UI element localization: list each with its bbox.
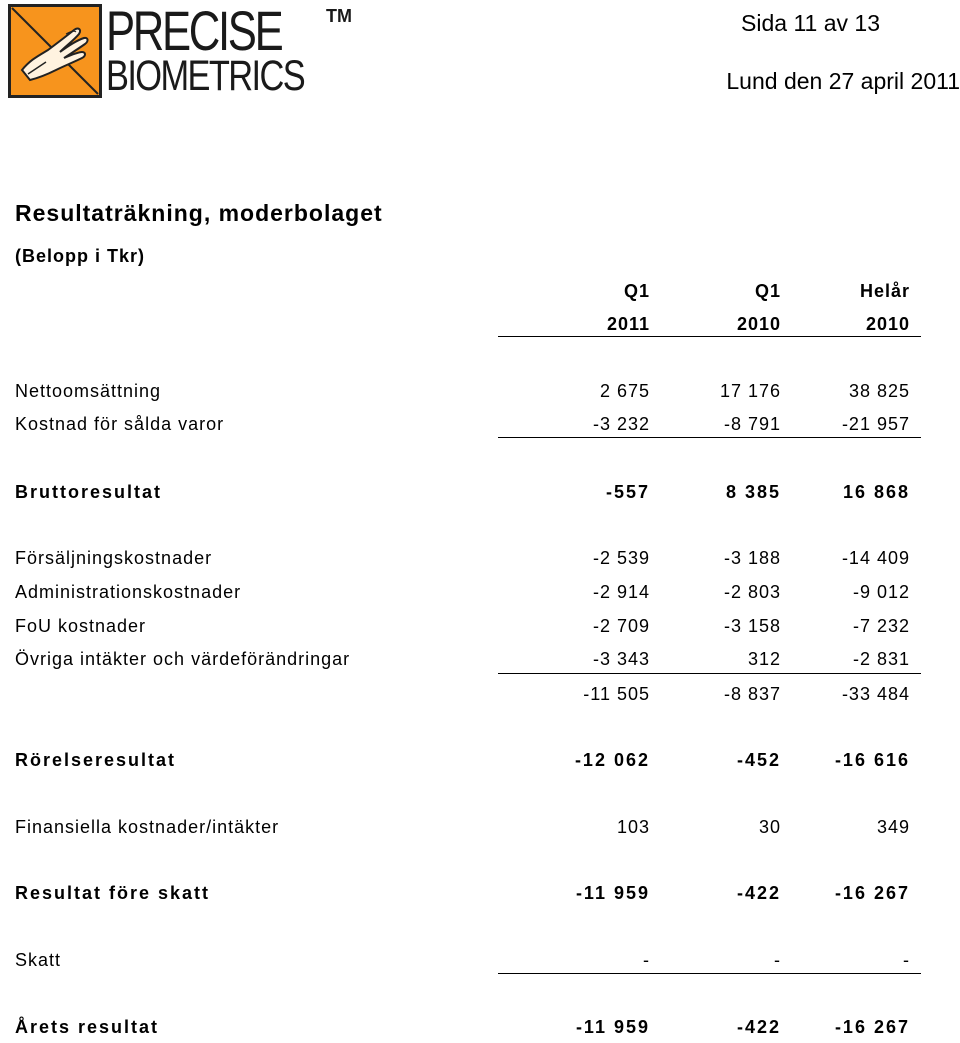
fingerprint-hand-logo-icon [8,4,102,98]
column-header-year: 2010 [736,314,781,334]
value-q1-2010: 312 [747,649,781,669]
value-full-year-2010: -14 409 [841,548,910,568]
table-row [0,381,960,407]
subtotal-rule [498,973,921,974]
value-q1-2011: -11 505 [583,684,650,704]
value-q1-2011: - [643,950,650,970]
subtotal-rule [498,437,921,438]
value-q1-2010: -422 [736,883,781,903]
value-q1-2010: 17 176 [719,381,781,401]
row-label: Årets resultat [15,1017,160,1037]
value-q1-2011: -11 959 [575,883,650,903]
value-q1-2011: -12 062 [574,750,650,770]
row-label: Administrationskostnader [15,582,242,602]
value-q1-2010: -3 158 [723,616,781,636]
table-row [0,582,960,608]
value-q1-2010: -3 188 [723,548,781,568]
row-label: Nettoomsättning [15,381,162,401]
logo-wordmark-precise: PRECISE [106,0,282,62]
column-header-period: Q1 [623,281,650,301]
column-header-period: Helår [859,281,910,301]
table-row [0,817,960,843]
logo-wordmark-biometrics: BIOMETRICS [106,52,305,100]
value-q1-2011: 2 675 [599,381,650,401]
table-row [0,649,960,675]
value-full-year-2010: -21 957 [841,414,910,434]
row-label: Resultat före skatt [15,883,211,903]
table-row-total [0,883,960,909]
table-row-total [0,1017,960,1043]
value-full-year-2010: -16 267 [834,883,910,903]
header-rule [498,336,921,337]
value-q1-2010: -8 791 [723,414,781,434]
value-q1-2011: -3 232 [592,414,650,434]
value-q1-2011: -2 914 [592,582,650,602]
value-q1-2011: -2 709 [592,616,650,636]
value-q1-2011: -11 959 [575,1017,650,1037]
value-q1-2011: 103 [616,817,650,837]
value-q1-2011: -2 539 [592,548,650,568]
value-q1-2010: - [774,950,781,970]
value-full-year-2010: 38 825 [848,381,910,401]
value-full-year-2010: -16 616 [834,750,910,770]
column-header-year: 2010 [865,314,910,334]
value-q1-2010: -2 803 [723,582,781,602]
value-q1-2010: -452 [736,750,781,770]
table-row [0,548,960,574]
report-unit: (Belopp i Tkr) [15,246,145,266]
value-full-year-2010: -9 012 [852,582,910,602]
report-title: Resultaträkning, moderbolaget [15,200,383,226]
value-q1-2010: -422 [736,1017,781,1037]
row-label: Finansiella kostnader/intäkter [15,817,280,837]
value-q1-2010: 30 [758,817,781,837]
value-full-year-2010: -33 484 [841,684,910,704]
table-row [0,616,960,642]
value-q1-2011: -557 [605,482,650,502]
value-full-year-2010: -2 831 [852,649,910,669]
company-logo [8,0,352,100]
table-row-subtotal [0,684,960,710]
row-label: FoU kostnader [15,616,147,636]
value-q1-2010: -8 837 [723,684,781,704]
row-label: Bruttoresultat [15,482,163,502]
value-full-year-2010: 16 868 [842,482,910,502]
table-row-total [0,482,960,508]
value-full-year-2010: 349 [876,817,910,837]
row-label: Försäljningskostnader [15,548,213,568]
document-date: Lund den 27 april 2011 [726,68,960,94]
trademark-symbol: TM [326,6,352,26]
column-header-period: Q1 [754,281,781,301]
row-label: Kostnad för sålda varor [15,414,225,434]
row-label: Rörelseresultat [15,750,177,770]
table-row-total [0,750,960,776]
column-header-year: 2011 [606,314,650,334]
value-q1-2011: -3 343 [592,649,650,669]
row-label: Övriga intäkter och värdeförändringar [15,649,351,669]
page-number: Sida 11 av 13 [741,10,880,36]
value-q1-2010: 8 385 [725,482,781,502]
subtotal-rule [498,673,921,674]
value-full-year-2010: -16 267 [834,1017,910,1037]
value-full-year-2010: - [903,950,910,970]
row-label: Skatt [15,950,62,970]
value-full-year-2010: -7 232 [852,616,910,636]
